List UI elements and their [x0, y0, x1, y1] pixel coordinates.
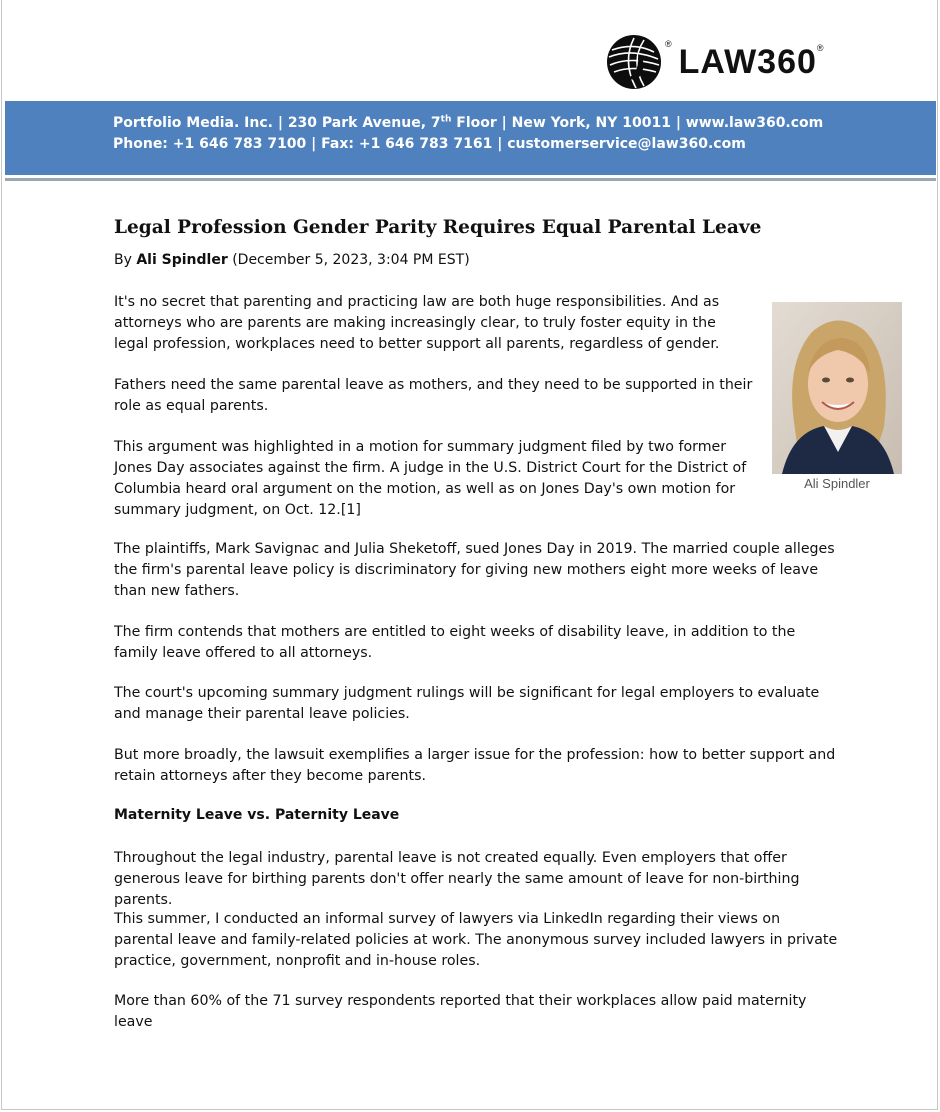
- paragraph: But more broadly, the lawsuit exemplifies a larger issue for the profession: how to better support and retain attorneys after they become parents.: [114, 747, 836, 784]
- logo-mark-registered: ®: [665, 39, 672, 49]
- publish-date: (December 5, 2023, 3:04 PM EST): [227, 252, 470, 268]
- paragraph: The court's upcoming summary judgment rulings will be significant for legal employers to evaluate and manage their parental leave policies.: [114, 685, 820, 722]
- divider: [5, 178, 936, 181]
- paragraph: The plaintiffs, Mark Savignac and Julia Sheketoff, sued Jones Day in 2019. The married couple alleges the firm's parental leave policy is discriminatory for giving new mothers eight more weeks of leave than new fathers.: [114, 541, 835, 599]
- paragraph: Throughout the legal industry, parental leave is not created equally. Even employers that offer generous leave for birthing parents don't offer nearly the same amount of leave for non-birthing parents.: [114, 850, 800, 908]
- author-portrait-image: [772, 302, 902, 474]
- author-name: Ali Spindler: [136, 252, 228, 268]
- paragraph: This argument was highlighted in a motion for summary judgment filed by two former Jones Day associates against the firm. A judge in the U.S. District Court for the District of Columbia heard oral argument on the motion, as well as on Jones Day's own motion for summary judgment, on Oct. 12.[1]: [114, 439, 747, 518]
- law360-orb-logo-icon: [604, 32, 664, 92]
- paragraph: More than 60% of the 71 survey respondents reported that their workplaces allow paid maternity leave: [114, 993, 807, 1030]
- paragraph: It's no secret that parenting and practicing law are both huge responsibilities. And as attorneys who are parents are making increasingly clear, to truly foster equity in the legal profession, workplaces need to better support all parents, regardless of gender.: [114, 294, 720, 352]
- publisher-banner: [5, 101, 936, 175]
- law360-logo: [604, 32, 824, 92]
- contact-line: Phone: +1 646 783 7100 | Fax: +1 646 783 7161 | customerservice@law360.com: [113, 136, 746, 152]
- logo-registered: ®: [816, 43, 824, 53]
- document-page: [1, 0, 938, 1110]
- byline: By Ali Spindler (December 5, 2023, 3:04 PM EST): [114, 252, 470, 268]
- paragraph: The firm contends that mothers are entitled to eight weeks of disability leave, in addition to the family leave offered to all attorneys.: [114, 624, 796, 661]
- paragraph: This summer, I conducted an informal survey of lawyers via LinkedIn regarding their views on parental leave and family-related policies at work. The anonymous survey included lawyers in private practice, government, nonprofit and in-house roles.: [114, 911, 838, 969]
- logo-wordmark: LAW360: [678, 42, 817, 81]
- author-photo: [772, 302, 902, 474]
- address-line: Portfolio Media. Inc. | 230 Park Avenue, 7th Floor | New York, NY 10011 | www.law360.com: [113, 114, 824, 131]
- article-title: Legal Profession Gender Parity Requires Equal Parental Leave: [114, 217, 762, 238]
- section-heading: Maternity Leave vs. Paternity Leave: [114, 807, 400, 823]
- paragraph: Fathers need the same parental leave as mothers, and they need to be supported in their role as equal parents.: [114, 377, 753, 414]
- photo-caption: Ali Spindler: [804, 476, 870, 491]
